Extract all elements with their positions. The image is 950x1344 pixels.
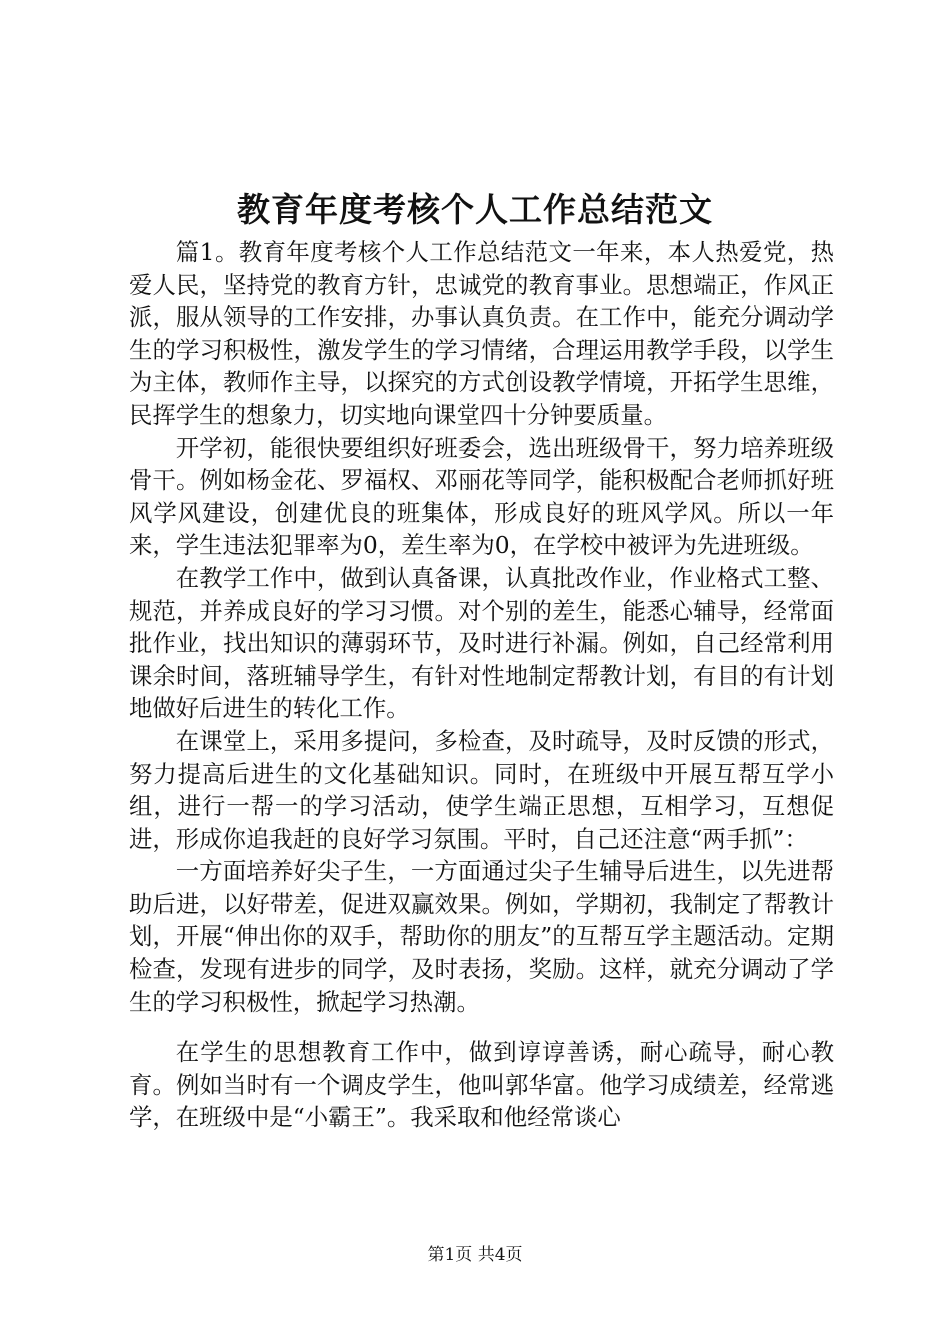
paragraph-1: 篇1。教育年度考核个人工作总结范文一年来，本人热爱党，热爱人民，坚持党的教育方针，忠诚党的教育事业。思想端正，作风正派，服从领导的工作安排，办事认真负责。在工作中，能充分调动学生的学习积极性，激发学生的学习情绪，合理运用教学手段，以学生为主体，教师作主导，以探究的方式创设教学情境，开拓学生思维，民挥学生的想象力，切实地向课堂四十分钟要质量。 (129, 238, 834, 429)
document-body (129, 236, 834, 1134)
paragraph-3: 在教学工作中，做到认真备课，认真批改作业，作业格式工整、规范，并养成良好的学习习惯。对个别的差生，能悉心辅导，经常面批作业，找出知识的薄弱环节，及时进行补漏。例如，自己经常利用课余时间，落班辅导学生，有针对性地制定帮教计划，有目的有计划地做好后进生的转化工作。 (129, 563, 834, 723)
paragraph-6: 在学生的思想教育工作中，做到谆谆善诱，耐心疏导，耐心教育。例如当时有一个调皮学生，他叫郭华富。他学习成绩差，经常逃学，在班级中是“小霸王”。我采取和他经常谈心 (129, 1038, 834, 1132)
paragraph-2: 开学初，能很快要组织好班委会，选出班级骨干，努力培养班级骨干。例如杨金花、罗福权、邓丽花等同学，能积极配合老师抓好班风学风建设，创建优良的班集体，形成良好的班风学风。所以一年来，学生违法犯罪率为0，差生率为0，在学校中被评为先进班级。 (129, 433, 834, 560)
paragraph-5: 一方面培养好尖子生，一方面通过尖子生辅导后进生，以先进帮助后进，以好带差，促进双赢效果。例如，学期初，我制定了帮教计划，开展“伸出你的双手，帮助你的朋友”的互帮互学主题活动。定期检查，发现有进步的同学，及时表扬，奖励。这样，就充分调动了学生的学习积极性，掀起学习热潮。 (129, 857, 834, 1016)
page-footer: 第1页 共4页 (427, 1245, 523, 1265)
document-title: 教育年度考核个人工作总结范文 (237, 190, 713, 229)
paragraph-4: 在课堂上，采用多提问，多检查，及时疏导，及时反馈的形式，努力提高后进生的文化基础知识。同时，在班级中开展互帮互学小组，进行一帮一的学习活动，使学生端正思想，互相学习，互想促进，形成你追我赶的良好学习氛围。平时，自己还注意“两手抓”： (129, 726, 834, 853)
